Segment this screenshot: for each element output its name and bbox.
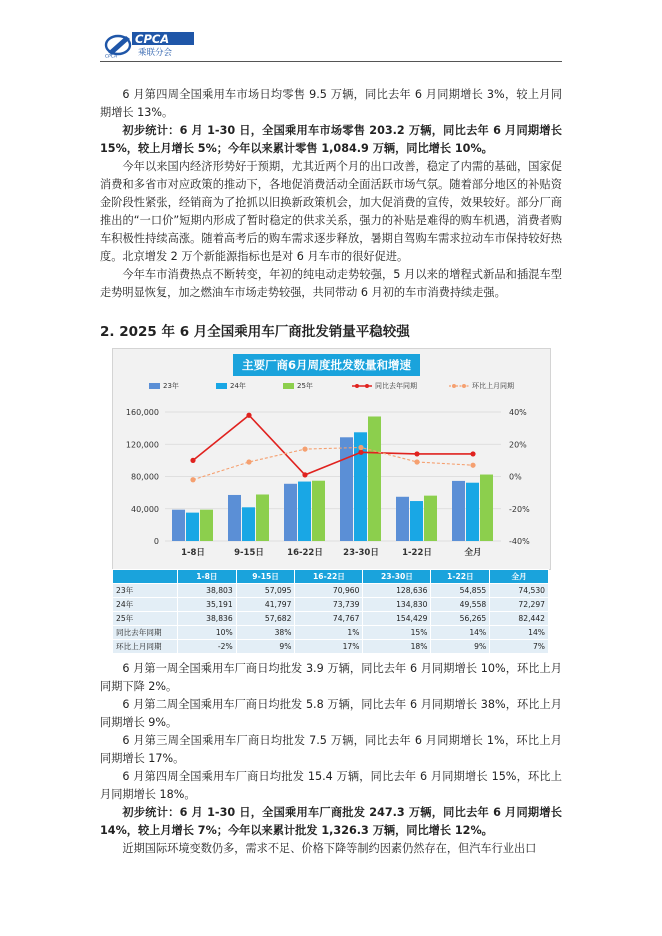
bar-24年 (466, 483, 479, 541)
bar-23年 (172, 510, 185, 541)
x-tick-label: 全月 (464, 548, 482, 558)
legend-label-25: 25年 (297, 382, 313, 390)
bar-24年 (298, 482, 311, 541)
table-cell: 73,739 (295, 598, 363, 612)
table-cell: 154,429 (363, 612, 431, 626)
table-cell: -2% (178, 640, 237, 654)
table-cell: 7% (490, 640, 549, 654)
table-cell: 14% (490, 626, 549, 640)
chart-plot-area (113, 349, 550, 569)
paragraph-week4-retail: 6 月第四周全国乘用车市场日均零售 9.5 万辆，同比去年 6 月同期增长 3%，较上月同期增长 13%。 (100, 88, 562, 119)
table-header-corner (113, 570, 178, 584)
table-cell: 41,797 (236, 598, 295, 612)
bar-23年 (452, 481, 465, 541)
paragraph-week4-wholesale: 6 月第四周全国乘用车厂商日均批发 15.4 万辆，同比去年 6 月同期增长 15%，环比上月同期增长 18%。 (100, 770, 562, 801)
y-right-tick-label: 20% (509, 440, 527, 450)
row-label: 环比上月同期 (113, 640, 178, 654)
table-cell: 9% (431, 640, 490, 654)
bar-23年 (284, 484, 297, 541)
point-环比上月同期 (470, 463, 475, 468)
table-cell: 38,836 (178, 612, 237, 626)
logo-text: CPCA (135, 32, 170, 46)
table-cell: 72,297 (490, 598, 549, 612)
paragraph-market-analysis: 今年以来国内经济形势好于预期，尤其近两个月的出口改善，稳定了内需的基础，国家促消费和多省市对应政策的推动下，各地促消费活动全面活跃市场气氛。随着部分地区的补贴资金阶段性紧张，经销商为了抢抓以旧换新政策机会，加大促消费的宣传，效果较好。部分厂商推出的“一口价”短期内形成了暂时稳定的供求关系，强力的补贴是难得的购车机遇，消费者购车积极性持续高涨。随着高考后的购车需求逐步释放，暑期自驾购车需求拉动车市保持较好热度。北京增发 2 万个新能源指标也是对 6 月车市的很好促进。 (100, 160, 562, 263)
table-cell: 18% (363, 640, 431, 654)
x-tick-label: 23-30日 (343, 548, 379, 558)
row-label: 同比去年同期 (113, 626, 178, 640)
logo-subtext: 乘联分会 (138, 48, 173, 58)
paragraph-outlook: 近期国际环境变数仍多，需求不足、价格下降等制约因素仍然存在，但汽车行业出口 (122, 842, 537, 855)
legend-label-23: 23年 (163, 382, 179, 390)
wholesale-data-table (112, 569, 549, 654)
table-row (113, 598, 549, 612)
y-right-tick-label: -40% (509, 537, 530, 546)
legend-label-24: 24年 (230, 382, 246, 390)
point-环比上月同期 (190, 477, 195, 482)
table-header-cell: 1-22日 (431, 570, 490, 584)
x-tick-label: 9-15日 (234, 548, 264, 558)
weekly-wholesale-chart (112, 348, 551, 570)
y-left-tick-label: 0 (153, 537, 159, 546)
table-cell: 35,191 (178, 598, 237, 612)
table-row (113, 612, 549, 626)
y-right-tick-label: 0% (509, 472, 522, 482)
table-row (113, 640, 549, 654)
table-cell: 1% (295, 626, 363, 640)
table-row (113, 584, 549, 598)
table-cell: 10% (178, 626, 237, 640)
table-header-cell: 全月 (490, 570, 549, 584)
table-header-row (113, 570, 549, 584)
paragraph-week3-wholesale: 6 月第三周全国乘用车厂商日均批发 7.5 万辆，同比去年 6 月同期增长 1%，环比上月同期增长 17%。 (100, 734, 562, 765)
table-cell: 38,803 (178, 584, 237, 598)
table-cell: 56,265 (431, 612, 490, 626)
table-cell: 74,530 (490, 584, 549, 598)
point-同比去年同期 (302, 472, 307, 477)
row-label: 23年 (113, 584, 178, 598)
chart-title: 主要厂商6月周度批发数量和增速 (233, 354, 420, 376)
bar-23年 (396, 497, 409, 541)
table-cell: 128,636 (363, 584, 431, 598)
paragraph-wholesale-summary (100, 804, 562, 840)
row-label: 24年 (113, 598, 178, 612)
point-环比上月同期 (358, 445, 363, 450)
table-cell: 49,558 (431, 598, 490, 612)
table-cell: 57,682 (236, 612, 295, 626)
table-header-cell: 9-15日 (236, 570, 295, 584)
point-同比去年同期 (414, 451, 419, 456)
table-header-cell: 1-8日 (178, 570, 237, 584)
table-cell: 17% (295, 640, 363, 654)
paragraph-week2-wholesale: 6 月第二周全国乘用车厂商日均批发 5.8 万辆，同比去年 6 月同期增长 38%，环比上月同期增长 9%。 (100, 698, 562, 729)
cpca-logo (104, 30, 200, 58)
y-left-tick-label: 120,000 (125, 440, 159, 450)
wholesale-summary-bold: 初步统计：6 月 1-30 日，全国乘用车厂商批发 247.3 万辆，同比去年 6 月同期增长 14%，较上月增长 7%；今年以来累计批发 1,326.3 万辆，同比增长 12%。 (100, 806, 562, 837)
bar-25年 (480, 475, 493, 541)
point-环比上月同期 (246, 459, 251, 464)
y-left-tick-label: 40,000 (131, 504, 159, 514)
x-tick-label: 1-8日 (181, 548, 205, 558)
bar-23年 (228, 495, 241, 541)
table-cell: 9% (236, 640, 295, 654)
paragraph-retail-summary (100, 122, 562, 158)
point-同比去年同期 (190, 458, 195, 463)
table-header-cell: 16-22日 (295, 570, 363, 584)
table-cell: 54,855 (431, 584, 490, 598)
bar-24年 (410, 501, 423, 541)
point-环比上月同期 (414, 459, 419, 464)
bar-25年 (200, 510, 213, 541)
retail-summary-bold: 初步统计：6 月 1-30 日，全国乘用车市场零售 203.2 万辆，同比去年 6 月同期增长 15%，较上月增长 5%；今年以来累计零售 1,084.9 万辆，同比增长 10%。 (100, 124, 562, 155)
bar-25年 (312, 481, 325, 541)
point-同比去年同期 (246, 413, 251, 418)
bar-25年 (424, 496, 437, 541)
table-cell: 70,960 (295, 584, 363, 598)
logo-mark-text: CPCA (105, 54, 118, 58)
row-label: 25年 (113, 612, 178, 626)
table-cell: 14% (431, 626, 490, 640)
x-tick-label: 16-22日 (287, 548, 323, 558)
y-left-tick-label: 80,000 (131, 472, 159, 482)
table-cell: 57,095 (236, 584, 295, 598)
line-同比去年同期 (193, 415, 473, 475)
table-cell: 38% (236, 626, 295, 640)
table-cell: 15% (363, 626, 431, 640)
x-tick-label: 1-22日 (402, 548, 432, 558)
y-right-tick-label: 40% (509, 408, 527, 417)
bar-25年 (256, 494, 269, 541)
point-同比去年同期 (358, 450, 363, 455)
paragraph-consumption-trends: 今年车市消费热点不断转变，年初的纯电动走势较强，5 月以来的增程式新品和插混车型走势明显恢复，加之燃油车市场走势较强，共同带动 6 月初的车市消费持续走强。 (100, 268, 562, 299)
legend-label-yoy: 同比去年同期 (375, 382, 417, 390)
header-rule (100, 61, 562, 62)
section-title: 2. 2025 年 6 月全国乘用车厂商批发销量平稳较强 (100, 324, 410, 340)
table-cell: 134,830 (363, 598, 431, 612)
bar-24年 (242, 507, 255, 541)
table-cell: 82,442 (490, 612, 549, 626)
bar-23年 (340, 437, 353, 541)
table-cell: 74,767 (295, 612, 363, 626)
table-header-cell: 23-30日 (363, 570, 431, 584)
legend-label-mom: 环比上月同期 (472, 382, 514, 390)
paragraph-week1-wholesale: 6 月第一周全国乘用车厂商日均批发 3.9 万辆，同比去年 6 月同期增长 10%，环比上月同期下降 2%。 (100, 662, 562, 693)
y-left-tick-label: 160,000 (125, 408, 159, 417)
point-环比上月同期 (302, 446, 307, 451)
y-right-tick-label: -20% (509, 504, 530, 514)
point-同比去年同期 (470, 451, 475, 456)
bar-24年 (186, 513, 199, 541)
bar-25年 (368, 416, 381, 541)
table-row (113, 626, 549, 640)
